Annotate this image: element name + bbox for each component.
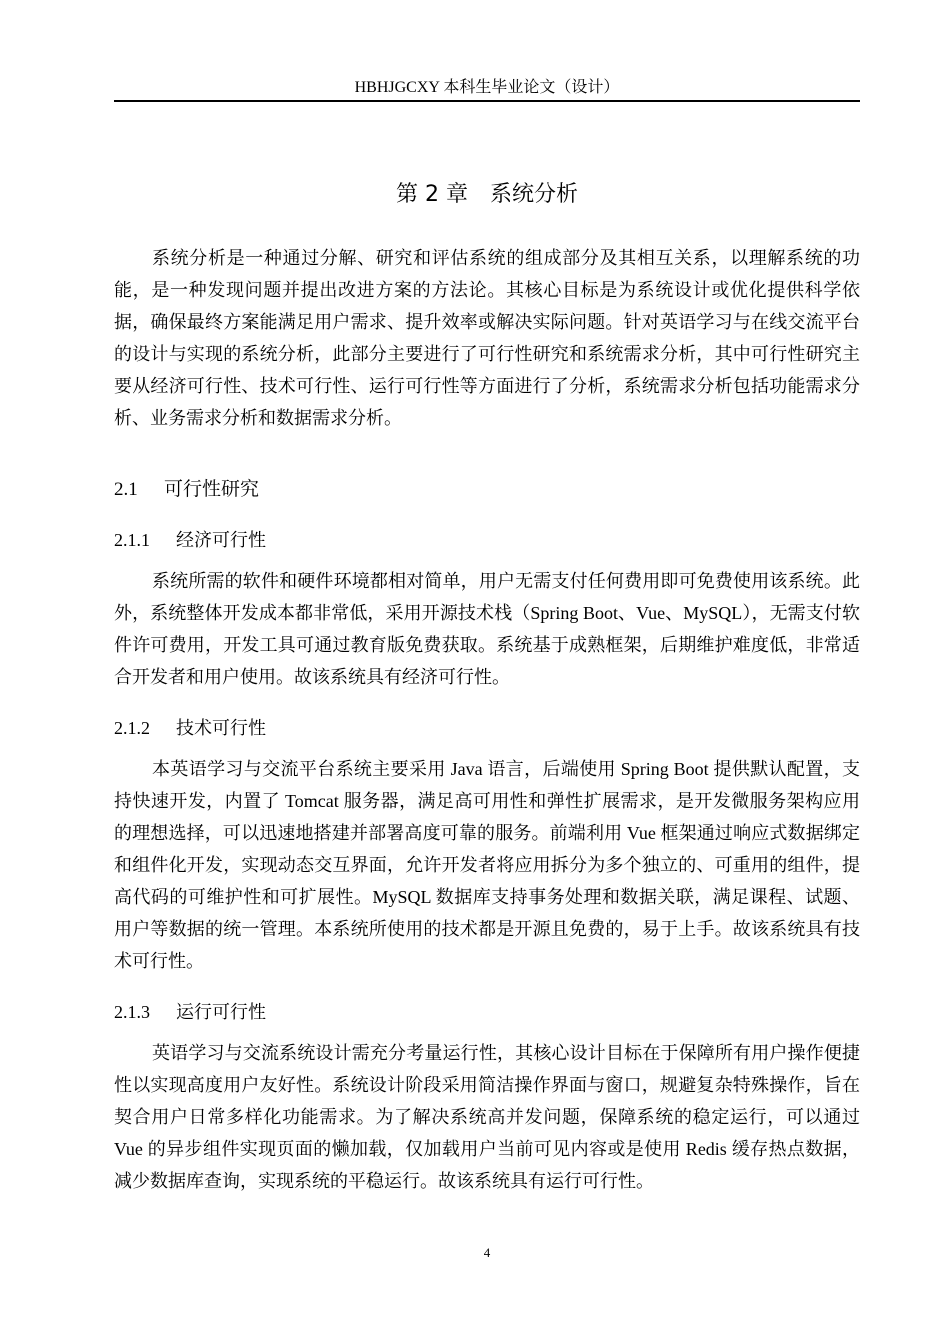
intro-paragraph: 系统分析是一种通过分解、研究和评估系统的组成部分及其相互关系，以理解系统的功能，是一种发现问题并提出改进方案的方法论。其核心目标是为系统设计或优化提供科学依据，确保最终方案能满足用户需求、提升效率或解决实际问题。针对英语学习与在线交流平台的设计与实现的系统分析，此部分主要进行了可行性研究和系统需求分析，其中可行性研究主要从经济可行性、技术可行性、运行可行性等方面进行了分析，系统需求分析包括功能需求分析、业务需求分析和数据需求分析。 [114, 248, 860, 428]
economic-paragraph: 系统所需的软件和硬件环境都相对简单，用户无需支付任何费用即可免费使用该系统。此外，系统整体开发成本都非常低，采用开源技术栈（Spring Boot、Vue、MySQL），无需支付软件许可费用，开发工具可通过教育版免费获取。系统基于成熟框架，后期维护难度低，非常适合开发者和用户使用。故该系统具有经济可行性。 [114, 571, 860, 687]
operational-paragraph: 英语学习与交流系统设计需充分考量运行性，其核心设计目标在于保障所有用户操作便捷性以实现高度用户友好性。系统设计阶段采用简洁操作界面与窗口，规避复杂特殊操作，旨在契合用户日常多样化功能需求。为了解决系统高并发问题，保障系统的稳定运行，可以通过 Vue 的异步组件实现页面的懒加载，仅加载用户当前可见内容或是使用 Redis 缓存热点数据，减少数据库查询，实现系统的平稳运行。故该系统具有运行可行性。 [114, 1043, 860, 1191]
chapter-number: 第 2 章 [396, 182, 468, 207]
section-number: 2.1 [114, 479, 138, 500]
page-number: 4 [483, 1245, 491, 1260]
chapter-title [114, 180, 860, 210]
subsection-title: 经济可行性 [176, 530, 266, 551]
section-heading [114, 476, 259, 503]
section-title: 可行性研究 [164, 478, 260, 500]
technical-paragraph: 本英语学习与交流平台系统主要采用 Java 语言，后端使用 Spring Boot 提供默认配置，支持快速开发，内置了 Tomcat 服务器，满足高可用性和弹性扩展需求，是开发微服务架构应用的理想选择，可以迅速地搭建并部署高度可靠的服务。前端利用 Vue 框架通过响应式数据绑定和组件化开发，实现动态交互界面，允许开发者将应用拆分为多个独立的、可重用的组件，提高代码的可维护性和可扩展性。MySQL 数据库支持事务处理和数据关联，满足课程、试题、用户等数据的统一管理。本系统所使用的技术都是开源且免费的，易于上手。故该系统具有技术可行性。 [114, 759, 860, 971]
chapter-name: 系统分析 [489, 182, 578, 207]
subsection-title: 技术可行性 [176, 718, 266, 739]
subsection-number: 2.1.3 [114, 1002, 150, 1022]
subsection-title: 运行可行性 [176, 1002, 266, 1023]
header-rule [114, 100, 860, 102]
subsection-number: 2.1.1 [114, 530, 150, 550]
running-header: HBHJGCXY 本科生毕业论文（设计） [354, 79, 620, 96]
subsection-heading [114, 716, 266, 741]
subsection-heading [114, 1000, 266, 1025]
subsection-heading [114, 528, 266, 553]
subsection-number: 2.1.2 [114, 718, 150, 738]
